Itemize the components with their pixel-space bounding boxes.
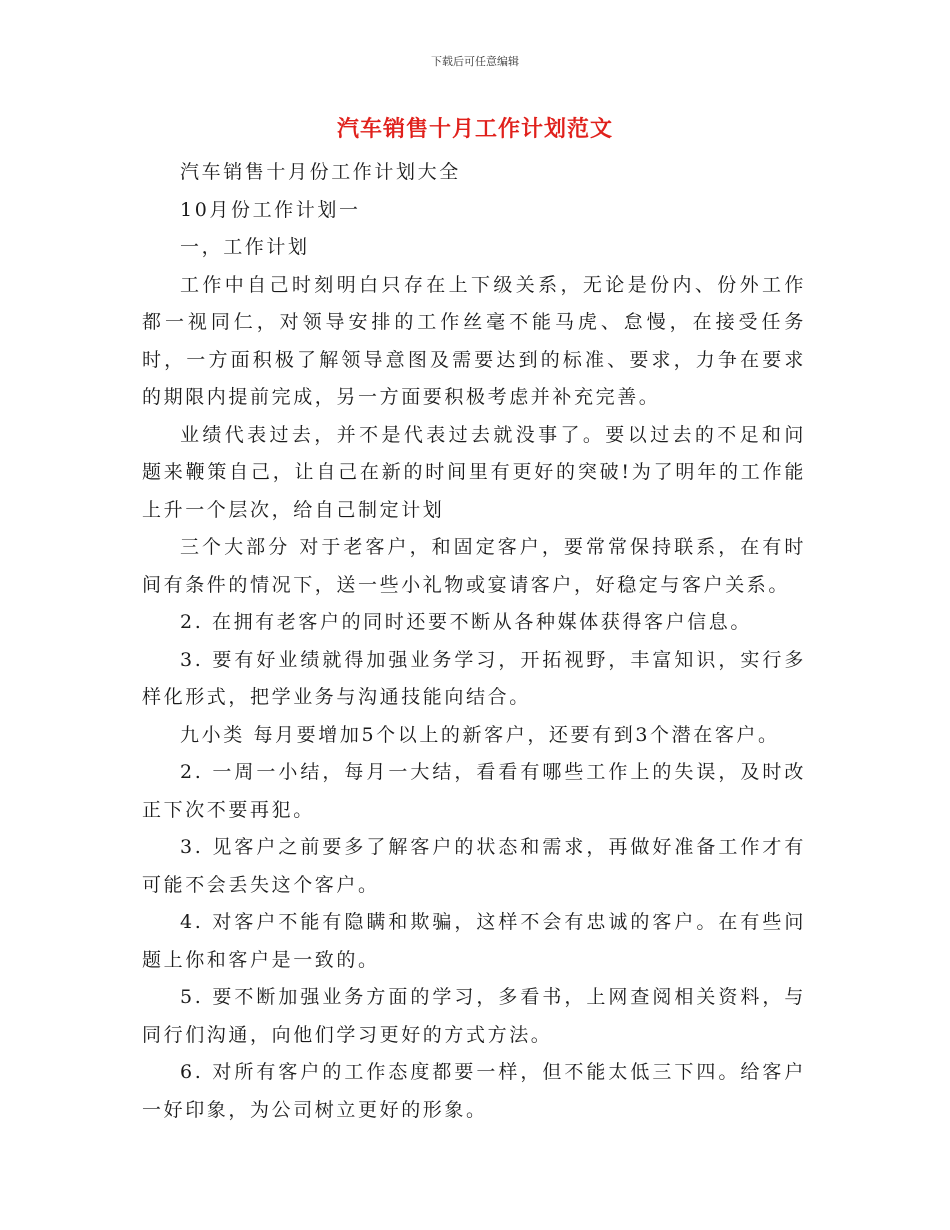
- paragraph-item-4: 4. 对客户不能有隐瞒和欺骗，这样不会有忠诚的客户。在有些问题上你和客户是一致的。: [142, 911, 806, 971]
- paragraph-item-3a: 3. 要有好业绩就得加强业务学习，开拓视野，丰富知识，实行多样化形式，把学业务与沟通技能向结合。: [142, 648, 806, 708]
- paragraph-section-heading: 一，工作计划: [180, 236, 310, 258]
- paragraph-old-customers: 三个大部分 对于老客户，和固定客户，要常常保持联系，在有时间有条件的情况下，送一些小礼物或宴请客户，好稳定与客户关系。: [142, 536, 806, 596]
- paragraph-item-3b: 3. 见客户之前要多了解客户的状态和需求，再做好准备工作才有可能不会丢失这个客户。: [142, 836, 806, 896]
- document-body: [142, 154, 806, 1129]
- paragraph-item-6: 6. 对所有客户的工作态度都要一样，但不能太低三下四。给客户一好印象，为公司树立更好的形象。: [142, 1061, 806, 1121]
- paragraph-item-2a: 2. 在拥有老客户的同时还要不断从各种媒体获得客户信息。: [180, 611, 752, 633]
- paragraph-item-2b: 2. 一周一小结，每月一大结，看看有哪些工作上的失误，及时改正下次不要再犯。: [142, 761, 806, 821]
- document-title: 汽车销售十月工作计划范文: [336, 116, 613, 142]
- paragraph-performance: 业绩代表过去，并不是代表过去就没事了。要以过去的不足和问题来鞭策自己，让自己在新的时间里有更好的突破!为了明年的工作能上升一个层次，给自己制定计划: [142, 423, 806, 521]
- paragraph-subtitle: 汽车销售十月份工作计划大全: [180, 161, 461, 183]
- paragraph-work-attitude: 工作中自己时刻明白只存在上下级关系，无论是份内、份外工作都一视同仁，对领导安排的工作丝毫不能马虎、怠慢，在接受任务时，一方面积极了解领导意图及需要达到的标准、要求，力争在要求的期限内提前完成，另一方面要积极考虑并补充完善。: [142, 273, 806, 408]
- paragraph-new-customers: 九小类 每月要增加5个以上的新客户，还要有到3个潜在客户。: [180, 723, 780, 746]
- paragraph-plan-heading: 10月份工作计划一: [180, 198, 361, 221]
- paragraph-item-5: 5. 要不断加强业务方面的学习，多看书，上网查阅相关资料，与同行们沟通，向他们学习更好的方式方法。: [142, 986, 806, 1046]
- header-note: 下载后可任意编辑: [431, 55, 519, 68]
